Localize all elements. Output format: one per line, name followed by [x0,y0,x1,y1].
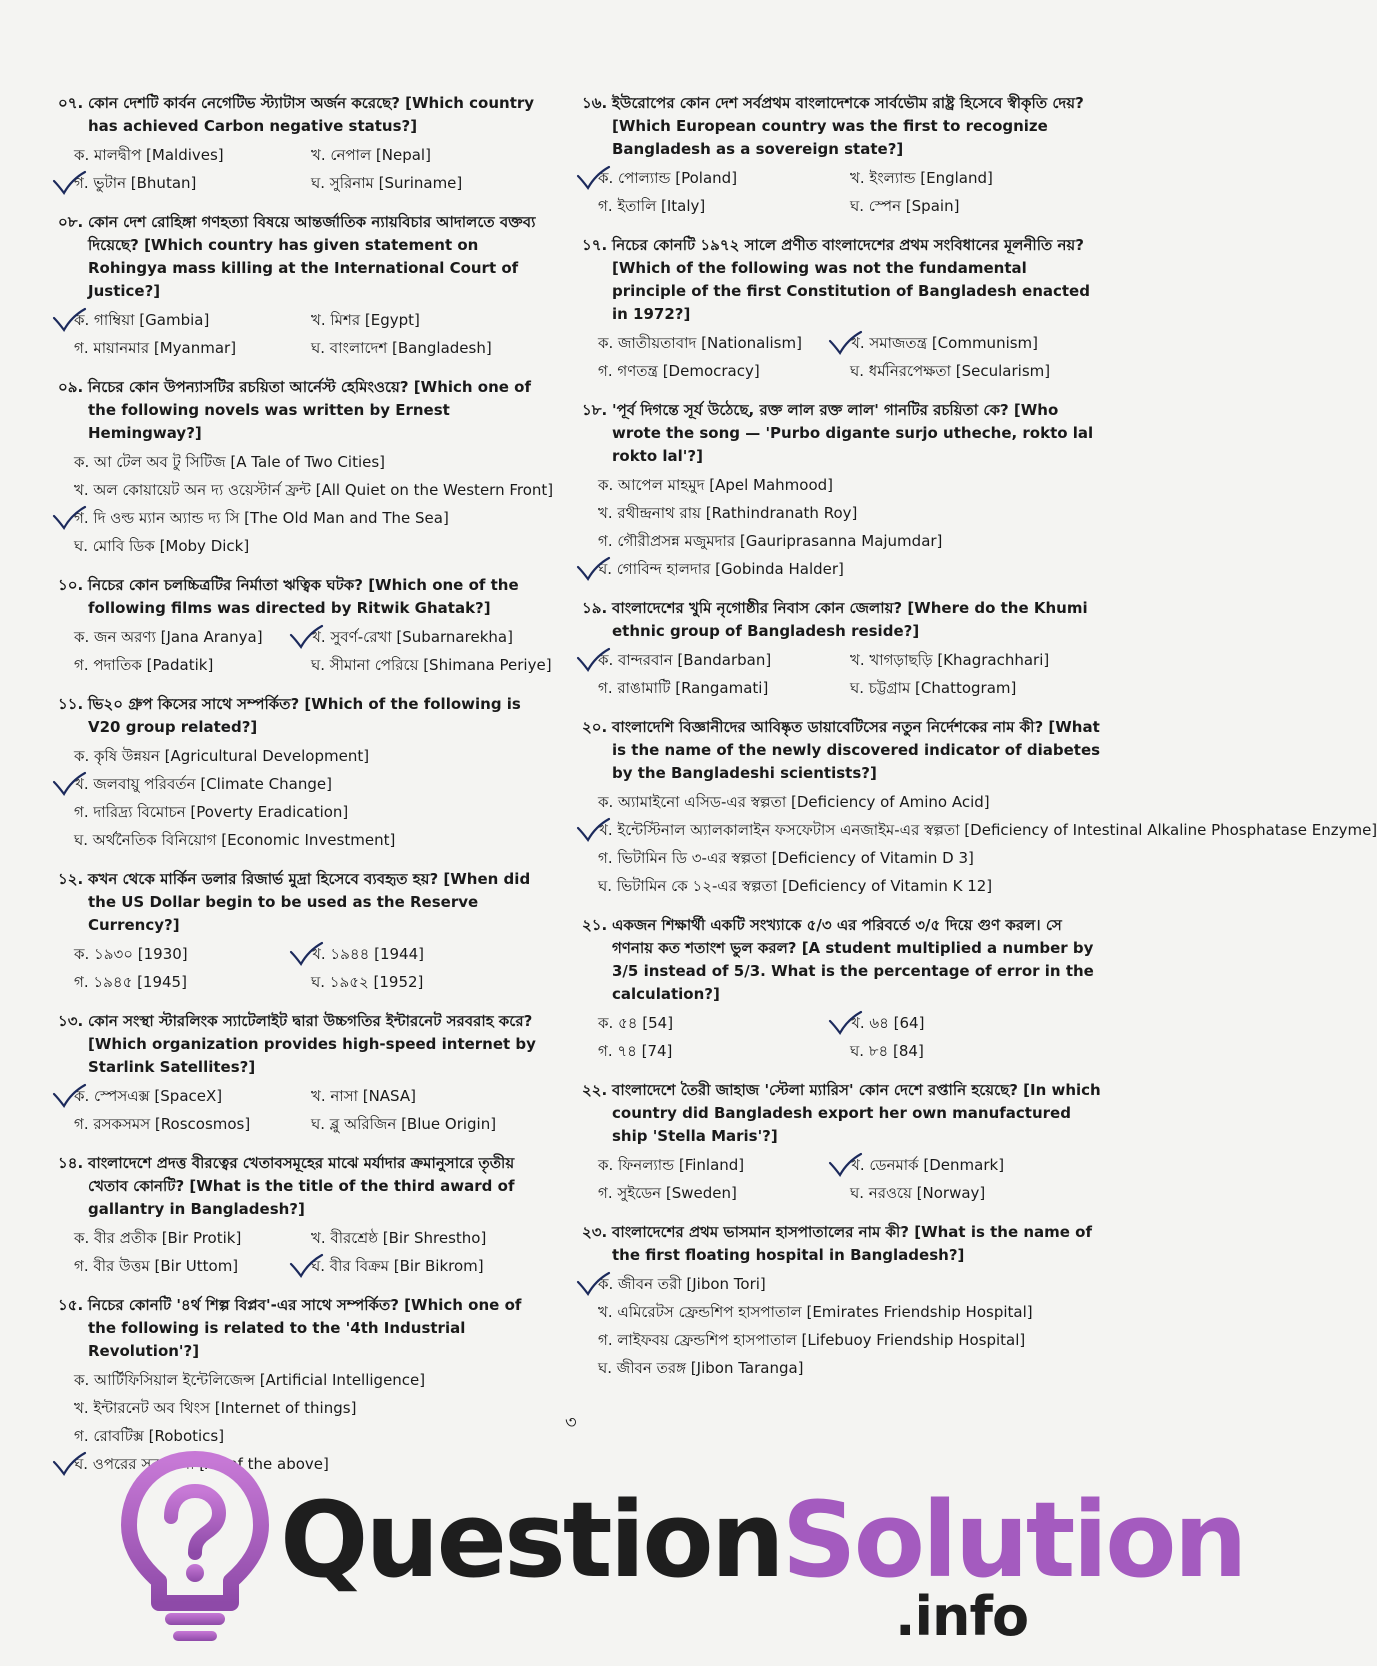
option-item [850,1009,1102,1037]
options-group [58,940,548,996]
option-text: ঘ. ভিটামিন কে ১২-এর স্বল্পতা [Deficiency of Vitamin K 12] [598,877,993,895]
watermark-logo [115,1445,1245,1650]
option-text: খ. এমিরেটস ফ্রেন্ডশিপ হাসপাতাল [Emirates Friendship Hospital] [598,1303,1033,1321]
option-item [598,872,1102,900]
option-text: ঘ. জীবন তরঙ্গ [Jibon Taranga] [598,1359,804,1377]
question-block [58,693,548,854]
option-item [850,1151,1102,1179]
option-item [598,164,850,192]
option-text: ঘ. বাংলাদেশ [Bangladesh] [311,339,492,357]
options-group [582,471,1102,583]
question-text [582,234,1102,326]
option-item [850,329,1102,357]
question-text [582,716,1102,785]
brand-name [280,1479,1245,1601]
option-item [598,788,1102,816]
question-text [58,376,548,445]
question-text [582,92,1102,161]
option-text: ক. জীবন তরী [Jibon Tori] [598,1275,766,1293]
options-group [582,1151,1102,1207]
option-item [598,192,850,220]
question-number: ১০. [58,576,84,594]
options-group [58,742,548,854]
option-item [74,1224,311,1252]
option-text: ক. বীর প্রতীক [Bir Protik] [74,1229,242,1247]
option-item [311,651,552,679]
option-item [74,798,548,826]
question-text [582,1221,1102,1267]
option-text: গ. সুইডেন [Sweden] [598,1184,737,1202]
options-group [58,1082,548,1138]
question-block [58,376,554,560]
option-item [311,1110,548,1138]
options-group [582,646,1102,702]
option-item [74,169,311,197]
option-text: ঘ. ধর্মনিরপেক্ষতা [Secularism] [850,362,1051,380]
option-item [74,742,548,770]
options-group [582,164,1102,220]
page-number: ৩ [565,1412,577,1433]
option-text: ঘ. সীমানা পেরিয়ে [Shimana Periye] [311,656,552,674]
option-text: খ. সুবর্ণ-রেখা [Subarnarekha] [311,628,513,646]
option-item [74,1110,311,1138]
option-text: গ. রাঙামাটি [Rangamati] [598,679,769,697]
option-text: খ. জলবায়ু পরিবর্তন [Climate Change] [74,775,332,793]
question-text [58,92,548,138]
option-text: গ. গণতন্ত্র [Democracy] [598,362,760,380]
option-item [598,844,1102,872]
options-group [582,329,1102,385]
question-number: ১৩. [58,1012,84,1030]
option-text: খ. ১৯৪৪ [1944] [311,945,424,963]
option-text: ঘ. অর্থনৈতিক বিনিয়োগ [Economic Investment] [74,831,396,849]
option-text: খ. সমাজতন্ত্র [Communism] [850,334,1039,352]
question-text [582,597,1102,643]
question-block [58,1010,548,1138]
question-block [582,92,1102,220]
option-item [311,968,548,996]
brand-part-solution: Solution [781,1479,1245,1601]
option-text: খ. ইন্টেস্টিনাল অ্যালকালাইন ফসফেটাস এনজাইম-এর স্বল্পতা [Deficiency of Intestinal Alkaline Phosphatase Enzyme] [598,821,1377,839]
option-text: খ. ইংল্যান্ড [England] [850,169,993,187]
question-text [58,1152,548,1221]
question-number: ১৯. [582,599,608,617]
option-item [850,674,1102,702]
option-item [598,555,1102,583]
option-item [74,504,548,532]
option-text: খ. ইন্টারনেট অব থিংস [Internet of things] [74,1399,357,1417]
option-item [598,1037,850,1065]
question-stem: ইউরোপের কোন দেশ সর্বপ্রথম বাংলাদেশকে সার্বভৌম রাষ্ট্র হিসেবে স্বীকৃতি দেয়? [Which European country was the first to recognize Bangladesh as a sovereign state?] [612,94,1084,158]
option-text: খ. খাগড়াছড়ি [Khagrachhari] [850,651,1050,669]
option-item [311,1082,548,1110]
option-item [74,623,311,651]
option-item [74,940,311,968]
option-text: গ. ভুটান [Bhutan] [74,174,197,192]
question-block [58,1152,548,1280]
question-stem: নিচের কোনটি '৪র্থ শিল্প বিপ্লব'-এর সাথে সম্পর্কিত? [Which one of the following is related to the '4th Industrial Revolution'?] [88,1296,522,1360]
option-text: গ. লাইফবয় ফ্রেন্ডশিপ হাসপাতাল [Lifebuoy Friendship Hospital] [598,1331,1026,1349]
option-item [598,527,1102,555]
option-item [850,357,1102,385]
option-text: ক. পোল্যান্ড [Poland] [598,169,738,187]
options-group [58,1224,548,1280]
option-text: খ. ডেনমার্ক [Denmark] [850,1156,1005,1174]
question-text [58,868,548,937]
option-item [311,940,548,968]
option-item [311,1252,548,1280]
option-item [598,357,850,385]
option-item [74,532,548,560]
option-text: ক. ৫৪ [54] [598,1014,674,1032]
lightbulb-question-icon [115,1445,275,1645]
option-text: ক. আপেল মাহমুদ [Apel Mahmood] [598,476,833,494]
brand-suffix: .info [895,1585,1029,1648]
options-group [582,788,1377,900]
option-text: ক. কৃষি উন্নয়ন [Agricultural Development] [74,747,370,765]
option-item [598,646,850,674]
options-group [58,306,548,362]
option-text: ঘ. মোবি ডিক [Moby Dick] [74,537,250,555]
option-item [598,1179,850,1207]
option-item [598,499,1102,527]
option-text: ঘ. স্পেন [Spain] [850,197,960,215]
option-item [598,329,850,357]
option-text: ক. গাম্বিয়া [Gambia] [74,311,210,329]
option-text: ঘ. ব্লু অরিজিন [Blue Origin] [311,1115,497,1133]
option-text: ঘ. চট্টগ্রাম [Chattogram] [850,679,1017,697]
question-text [58,1010,548,1079]
question-number: ০৭. [58,94,84,112]
question-block [58,574,552,679]
option-text: ক. মালদ্বীপ [Maldives] [74,146,224,164]
question-number: ২০. [582,718,608,736]
question-stem: কোন সংস্থা স্টারলিংক স্যাটেলাইট দ্বারা উচ্চগতির ইন্টারনেট সরবরাহ করে? [Which organization provides high-speed internet by Starlink Satellites?] [88,1012,536,1076]
option-item [74,968,311,996]
option-text: খ. ৬৪ [64] [850,1014,925,1032]
question-block [582,914,1102,1065]
question-number: ২২. [582,1081,608,1099]
option-item [850,1037,1102,1065]
question-number: ১৪. [58,1154,84,1172]
option-text: ক. ফিনল্যান্ড [Finland] [598,1156,745,1174]
option-text: ক. স্পেসএক্স [SpaceX] [74,1087,223,1105]
question-block [582,1079,1102,1207]
option-text: ঘ. সুরিনাম [Suriname] [311,174,463,192]
question-stem: কোন দেশ রোহিঙ্গা গণহত্যা বিষয়ে আন্তর্জাতিক ন্যায়বিচার আদালতে বক্তব্য দিয়েছে? [Which country has given statement on Rohingya mass killing at the International Court of Justice?] [88,213,536,300]
option-text: খ. মিশর [Egypt] [311,311,420,329]
options-group [58,623,552,679]
option-item [74,770,548,798]
option-text: খ. রথীন্দ্রনাথ রায় [Rathindranath Roy] [598,504,858,522]
question-block [58,92,548,197]
question-text [582,1079,1102,1148]
option-text: গ. মায়ানমার [Myanmar] [74,339,237,357]
question-number: ১৮. [582,401,608,419]
question-number: ১১. [58,695,84,713]
option-item [311,623,548,651]
option-item [74,334,311,362]
question-stem: বাংলাদেশের খুমি নৃগোষ্ঠীর নিবাস কোন জেলায়? [Where do the Khumi ethnic group of Bangladesh reside?] [612,599,1088,640]
question-stem: কখন থেকে মার্কিন ডলার রিজার্ভ মুদ্রা হিসেবে ব্যবহৃত হয়? [When did the US Dollar begin to be used as the Reserve Currency?] [88,870,531,934]
question-number: ২১. [582,916,608,934]
option-text: ক. আ টেল অব টু সিটিজ [A Tale of Two Cities] [74,453,386,471]
option-item [598,674,850,702]
option-text: ঘ. ওপরের সবগুলো [All of the above] [74,1455,329,1473]
option-text: গ. পদাতিক [Padatik] [74,656,214,674]
question-stem: বাংলাদেশে তৈরী জাহাজ 'স্টেলা ম্যারিস' কোন দেশে রপ্তানি হয়েছে? [In which country did Bangladesh export her own manufactured ship 'Stella Maris'?] [612,1081,1101,1145]
option-item [598,1298,1102,1326]
question-stem: বাংলাদেশের প্রথম ভাসমান হাসপাতালের নাম কী? [What is the name of the first floating hospital in Bangladesh?] [612,1223,1093,1264]
option-item [74,306,311,334]
question-number: ১২. [58,870,84,888]
question-block [582,234,1102,385]
option-text: গ. রোবটিক্স [Robotics] [74,1427,225,1445]
question-stem: নিচের কোন উপন্যাসটির রচয়িতা আর্নেস্ট হেমিংওয়ে? [Which one of the following novels was written by Ernest Hemingway?] [88,378,532,442]
option-item [850,646,1102,674]
option-text: ঘ. গোবিন্দ হালদার [Gobinda Halder] [598,560,844,578]
option-text: খ. নেপাল [Nepal] [311,146,431,164]
option-item [598,1326,1102,1354]
right-column [582,92,1377,1396]
question-number: ১৫. [58,1296,84,1314]
option-item [74,476,554,504]
option-item [74,1366,548,1394]
option-text: গ. গৌরীপ্রসন্ন মজুমদার [Gauriprasanna Majumdar] [598,532,943,550]
option-item [311,334,548,362]
question-stem: ভি২০ গ্রুপ কিসের সাথে সম্পর্কিত? [Which of the following is V20 group related?] [88,695,521,736]
option-item [74,1394,548,1422]
option-text: খ. অল কোয়ায়েট অন দ্য ওয়েস্টার্ন ফ্রন্ট [All Quiet on the Western Front] [74,481,554,499]
option-text: খ. নাসা [NASA] [311,1087,416,1105]
left-column [58,92,554,1492]
option-item [74,826,548,854]
option-text: গ. ৭৪ [74] [598,1042,673,1060]
question-text [582,399,1102,468]
option-text: গ. রসকসমস [Roscosmos] [74,1115,251,1133]
question-stem: 'পূর্ব দিগন্তে সূর্য উঠেছে, রক্ত লাল রক্ত লাল' গানটির রচয়িতা কে? [Who wrote the song — 'Purbo digante surjo utheche, rokto lal rokto lal'?] [612,401,1094,465]
option-text: খ. বীরশ্রেষ্ঠ [Bir Shrestho] [311,1229,487,1247]
options-group [58,141,548,197]
option-item [598,1354,1102,1382]
question-stem: বাংলাদেশি বিজ্ঞানীদের আবিষ্কৃত ডায়াবেটিসের নতুন নির্দেশকের নাম কী? [What is the name of the newly discovered indicator of diabetes by the Bangladeshi scientists?] [612,718,1101,782]
question-number: ০৯. [58,378,84,396]
question-number: ০৮. [58,213,84,231]
question-stem: নিচের কোনটি ১৯৭২ সালে প্রণীত বাংলাদেশের প্রথম সংবিধানের মূলনীতি নয়? [Which of the following was not the fundamental principle of the first Constitution of Bangladesh enacted in 1972?] [612,236,1090,323]
option-item [74,651,311,679]
option-text: গ. ভিটামিন ডি ৩-এর স্বল্পতা [Deficiency of Vitamin D 3] [598,849,974,867]
question-stem: একজন শিক্ষার্থী একটি সংখ্যাকে ৫/৩ এর পরিবর্তে ৩/৫ দিয়ে গুণ করল। সে গণনায় কত শতাংশ ভুল করল? [A student multiplied a number by 3/5 instead of 5/3. What is the percentage of error in the calculation?] [612,916,1094,1003]
options-group [582,1009,1102,1065]
option-item [598,1270,1102,1298]
question-text [58,211,548,303]
option-text: ক. বান্দরবান [Bandarban] [598,651,772,669]
question-block [58,211,548,362]
option-text: গ. বীর উত্তম [Bir Uttom] [74,1257,239,1275]
question-number: ১৬. [582,94,608,112]
question-stem: বাংলাদেশে প্রদত্ত বীরত্বের খেতাবসমূহের মাঝে মর্যাদার ক্রমানুসারে তৃতীয় খেতাব কোনটি? [What is the title of the third award of gallantry in Bangladesh?] [88,1154,515,1218]
option-item [311,169,548,197]
option-text: ক. জন অরণ্য [Jana Aranya] [74,628,263,646]
option-item [74,448,548,476]
question-text [58,1294,548,1363]
question-block [58,868,548,996]
option-text: ক. ১৯৩০ [1930] [74,945,188,963]
option-item [74,141,311,169]
question-number: ১৭. [582,236,608,254]
question-text [582,914,1102,1006]
option-item [850,192,1102,220]
question-block [582,399,1102,583]
option-text: গ. দি ওল্ড ম্যান অ্যান্ড দ্য সি [The Old Man and The Sea] [74,509,449,527]
option-item [74,1252,311,1280]
option-text: গ. ১৯৪৫ [1945] [74,973,187,991]
question-text [58,574,548,620]
question-stem: কোন দেশটি কার্বন নেগেটিভ স্ট্যাটাস অর্জন করেছে? [Which country has achieved Carbon negative status?] [88,94,535,135]
question-block [582,597,1102,702]
option-item [311,1224,548,1252]
option-item [311,141,548,169]
option-text: ক. আর্টিফিসিয়াল ইন্টেলিজেন্স [Artificial Intelligence] [74,1371,426,1389]
option-item [74,1082,311,1110]
option-item [598,1151,850,1179]
option-text: ক. অ্যামাইনো এসিড-এর স্বল্পতা [Deficiency of Amino Acid] [598,793,990,811]
question-block [582,716,1377,900]
option-text: ঘ. বীর বিক্রম [Bir Bikrom] [311,1257,484,1275]
question-stem: নিচের কোন চলচ্চিত্রটির নির্মাতা ঋত্বিক ঘটক? [Which one of the following films was directed by Ritwik Ghatak?] [88,576,519,617]
question-block [582,1221,1102,1382]
option-text: ক. জাতীয়তাবাদ [Nationalism] [598,334,802,352]
option-text: গ. দারিদ্র্য বিমোচন [Poverty Eradication] [74,803,349,821]
option-item [598,471,1102,499]
brand-part-question: Question [280,1479,782,1601]
option-item [598,816,1377,844]
option-text: ঘ. নরওয়ে [Norway] [850,1184,986,1202]
options-group [582,1270,1102,1382]
option-item [311,306,548,334]
option-item [850,1179,1102,1207]
question-number: ২৩. [582,1223,608,1241]
question-text [58,693,548,739]
option-item [598,1009,850,1037]
option-item [850,164,1102,192]
option-text: ঘ. ৮৪ [84] [850,1042,924,1060]
options-group [58,448,554,560]
option-text: ঘ. ১৯৫২ [1952] [311,973,424,991]
option-text: গ. ইতালি [Italy] [598,197,706,215]
